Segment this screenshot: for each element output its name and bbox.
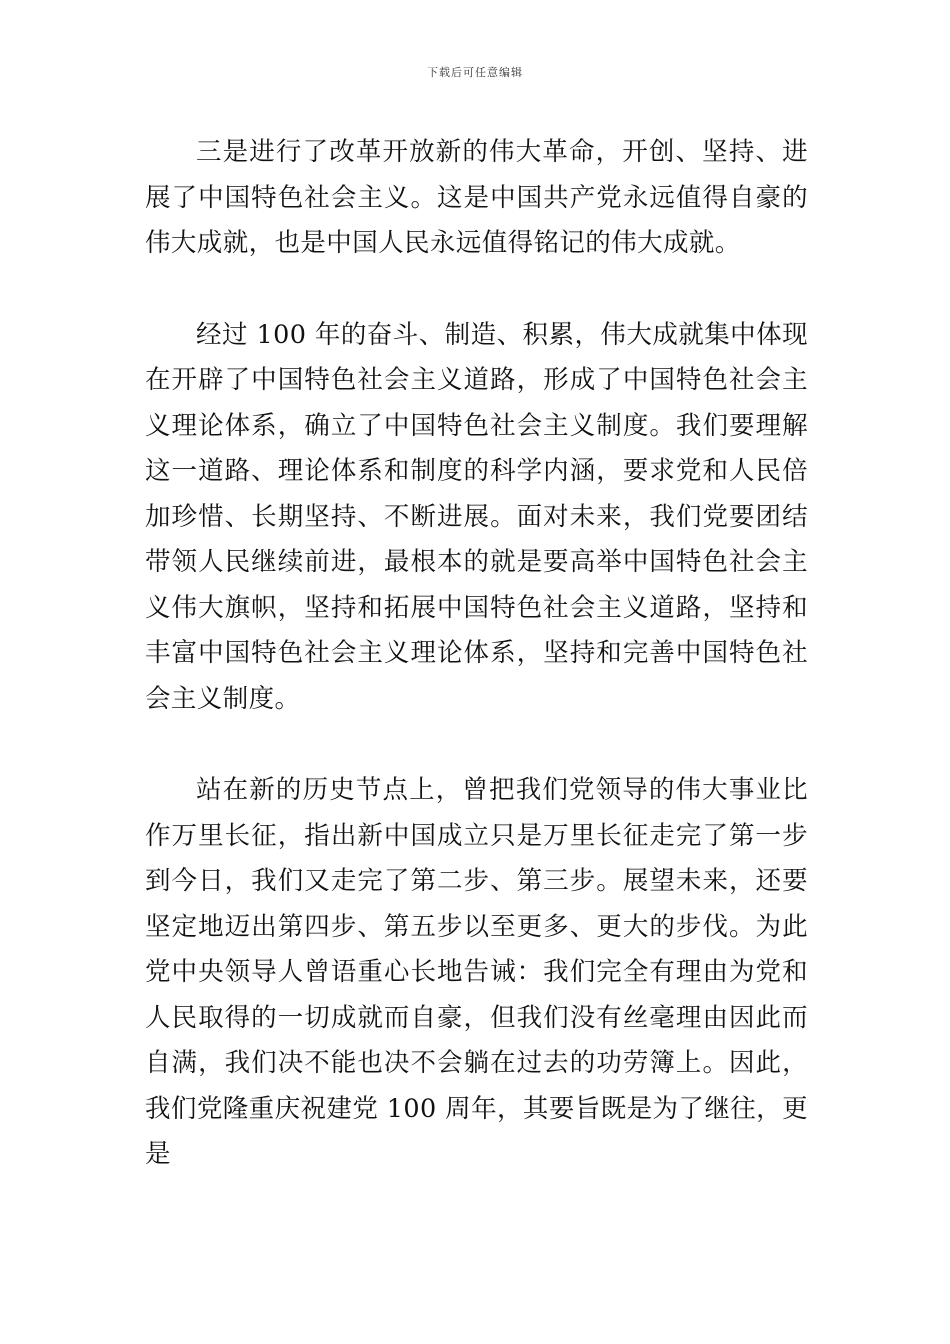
paragraph-3: 站在新的历史节点上，曾把我们党领导的伟大事业比作万里长征，指出新中国成立只是万里长征走完了第一步到今日，我们又走完了第二步、第三步。展望未来，还要坚定地迈出第四步、第五步以至更多、更大的步伐。为此党中央领导人曾语重心长地告诫：我们完全有理由为党和人民取得的一切成就而自豪，但我们没有丝毫理由因此而自满，我们决不能也决不会躺在过去的功劳簿上。因此，我们党隆重庆祝建党 100 周年，其要旨既是为了继往，更是 [145,775,808,1169]
document-body [145,130,808,1178]
page-header-note: 下载后可任意编辑 [427,66,523,79]
paragraph-1: 三是进行了改革开放新的伟大革命，开创、坚持、进展了中国特色社会主义。这是中国共产党永远值得自豪的伟大成就，也是中国人民永远值得铭记的伟大成就。 [145,137,808,258]
paragraph-2: 经过 100 年的奋斗、制造、积累，伟大成就集中体现在开辟了中国特色社会主义道路，形成了中国特色社会主义理论体系，确立了中国特色社会主义制度。我们要理解这一道路、理论体系和制度的科学内涵，要求党和人民倍加珍惜、长期坚持、不断进展。面对未来，我们党要团结带领人民继续前进，最根本的就是要高举中国特色社会主义伟大旗帜，坚持和拓展中国特色社会主义道路，坚持和丰富中国特色社会主义理论体系，坚持和完善中国特色社会主义制度。 [145,319,808,714]
